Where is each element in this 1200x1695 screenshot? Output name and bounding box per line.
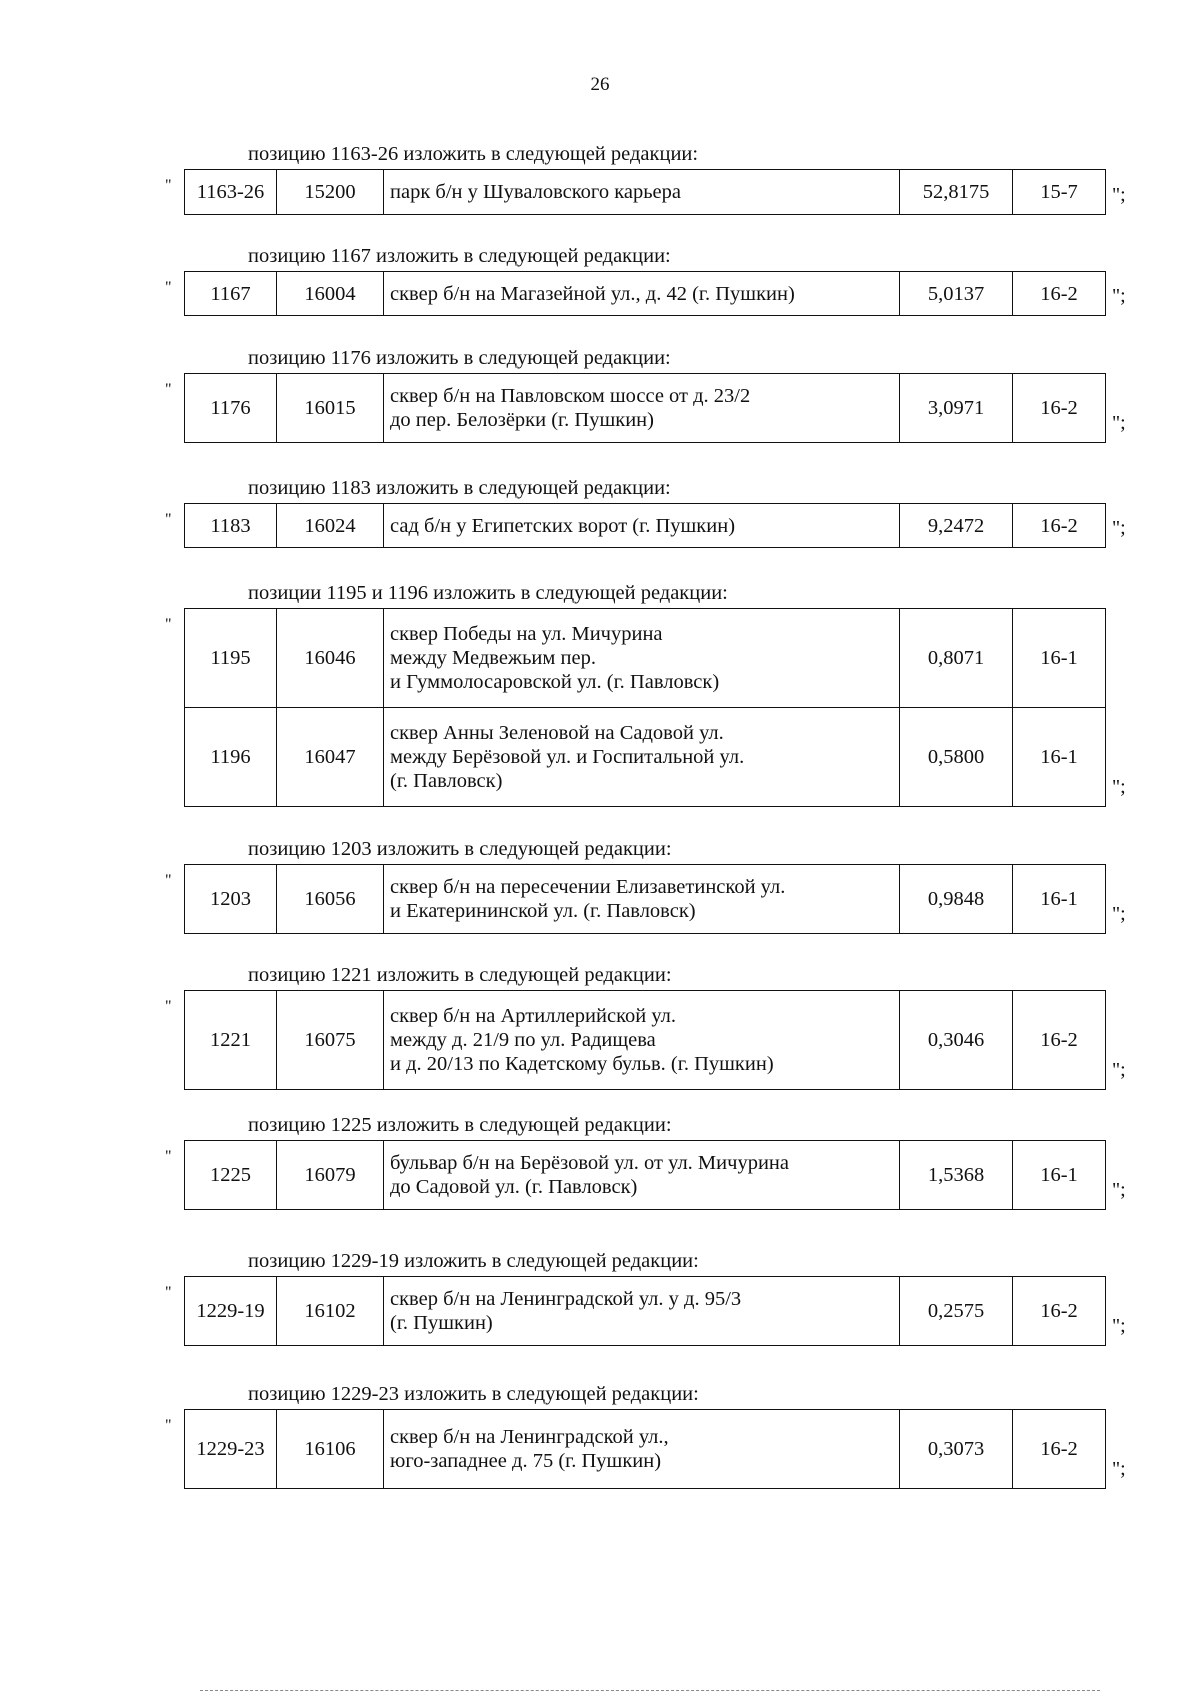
zone-code-cell xyxy=(1013,1410,1106,1489)
area-value: 0,8071 xyxy=(927,647,985,669)
position-number: 1229-19 xyxy=(196,1300,265,1322)
object-name-cell xyxy=(384,272,900,316)
position-number: 1176 xyxy=(210,397,251,419)
zone-code: 16-2 xyxy=(1040,1438,1078,1460)
zone-code-cell xyxy=(1013,609,1106,708)
open-quote-mark: " xyxy=(165,511,172,528)
object-name-cell xyxy=(384,991,900,1090)
zone-code: 16-2 xyxy=(1040,282,1078,305)
object-name-line: сквер б/н на Павловском шоссе от д. 23/2 xyxy=(390,385,751,407)
position-number: 1196 xyxy=(210,746,251,768)
area-value: 52,8175 xyxy=(922,181,990,203)
object-name-line: бульвар б/н на Берёзовой ул. от ул. Мичурина xyxy=(390,1152,789,1174)
amendment-table xyxy=(184,608,1106,807)
object-code: 16004 xyxy=(304,282,356,305)
zone-code-cell xyxy=(1013,170,1106,215)
area-value: 9,2472 xyxy=(927,514,985,537)
zone-code-cell xyxy=(1013,1277,1106,1346)
close-quote-mark: "; xyxy=(1112,184,1126,206)
position-number: 1221 xyxy=(210,1029,251,1051)
zone-code: 16-1 xyxy=(1040,647,1078,669)
open-quote-mark: " xyxy=(165,1148,172,1165)
amendment-table xyxy=(184,1276,1106,1346)
object-code: 16075 xyxy=(304,1029,356,1051)
open-quote-mark: " xyxy=(165,616,172,633)
area-value: 3,0971 xyxy=(927,397,985,419)
object-name-cell xyxy=(384,170,900,215)
amendment-caption: позицию 1229-19 изложить в следующей редакции: xyxy=(248,1250,699,1272)
table-row xyxy=(185,609,1106,708)
object-name-line: сквер б/н на Магазейной ул., д. 42 (г. Пушкин) xyxy=(390,282,795,305)
object-name-line: сад б/н у Египетских ворот (г. Пушкин) xyxy=(390,514,736,537)
object-code-cell xyxy=(277,504,384,548)
amendment-caption: позицию 1229-23 изложить в следующей редакции: xyxy=(248,1383,699,1405)
page-number: 26 xyxy=(590,74,610,95)
object-name-line: (г. Пушкин) xyxy=(390,1312,493,1334)
position-number: 1225 xyxy=(210,1164,251,1186)
object-name-line: сквер б/н на Ленинградской ул., xyxy=(390,1426,669,1448)
zone-code-cell xyxy=(1013,708,1106,807)
zone-code: 16-2 xyxy=(1040,1029,1078,1051)
object-name-cell xyxy=(384,1141,900,1210)
position-number-cell xyxy=(185,504,277,548)
zone-code: 16-1 xyxy=(1040,888,1078,910)
amendment-table xyxy=(184,1409,1106,1489)
close-quote-mark: "; xyxy=(1112,1458,1126,1480)
close-quote-mark: "; xyxy=(1112,1059,1126,1081)
zone-code: 16-1 xyxy=(1040,746,1078,768)
table-row xyxy=(185,1141,1106,1210)
zone-code-cell xyxy=(1013,272,1106,316)
position-number: 1203 xyxy=(210,888,251,910)
object-code-cell xyxy=(277,1277,384,1346)
zone-code: 16-2 xyxy=(1040,397,1078,419)
object-code-cell xyxy=(277,708,384,807)
area-value: 0,3073 xyxy=(927,1438,985,1460)
object-name-cell xyxy=(384,865,900,934)
position-number-cell xyxy=(185,1410,277,1489)
open-quote-mark: " xyxy=(165,177,172,194)
object-code: 16106 xyxy=(304,1438,356,1460)
object-code: 16079 xyxy=(304,1164,356,1186)
open-quote-mark: " xyxy=(165,279,172,296)
amendment-caption: позицию 1225 изложить в следующей редакции: xyxy=(248,1114,672,1136)
open-quote-mark: " xyxy=(165,381,172,398)
close-quote-mark: "; xyxy=(1112,776,1126,798)
area-value: 5,0137 xyxy=(927,282,985,305)
open-quote-mark: " xyxy=(165,1417,172,1434)
amendment-table xyxy=(184,990,1106,1090)
area-value-cell xyxy=(900,708,1013,807)
area-value: 0,2575 xyxy=(927,1300,985,1322)
object-code-cell xyxy=(277,1410,384,1489)
object-code-cell xyxy=(277,865,384,934)
area-value: 0,3046 xyxy=(927,1029,985,1051)
area-value: 1,5368 xyxy=(927,1164,985,1186)
object-name-line: и Екатерининской ул. (г. Павловск) xyxy=(390,900,696,922)
object-name-cell xyxy=(384,1410,900,1489)
zone-code-cell xyxy=(1013,991,1106,1090)
object-name-line: до пер. Белозёрки (г. Пушкин) xyxy=(390,409,654,431)
close-quote-mark: "; xyxy=(1112,517,1126,539)
open-quote-mark: " xyxy=(165,998,172,1015)
table-row xyxy=(185,272,1106,316)
object-name-line: сквер б/н на пересечении Елизаветинской ул. xyxy=(390,876,786,898)
object-name-line: сквер Победы на ул. Мичурина xyxy=(390,623,663,645)
open-quote-mark: " xyxy=(165,872,172,889)
area-value-cell xyxy=(900,1141,1013,1210)
object-name-cell xyxy=(384,504,900,548)
object-name-line: сквер Анны Зеленовой на Садовой ул. xyxy=(390,722,724,744)
position-number-cell xyxy=(185,609,277,708)
area-value-cell xyxy=(900,865,1013,934)
area-value-cell xyxy=(900,504,1013,548)
table-row xyxy=(185,170,1106,215)
position-number: 1167 xyxy=(210,282,251,305)
position-number-cell xyxy=(185,708,277,807)
position-number-cell xyxy=(185,272,277,316)
object-code: 16024 xyxy=(304,514,356,537)
object-code-cell xyxy=(277,374,384,443)
object-code-cell xyxy=(277,609,384,708)
zone-code: 16-1 xyxy=(1040,1164,1078,1186)
object-name-line: и Гуммолосаровской ул. (г. Павловск) xyxy=(390,671,720,693)
object-name-cell xyxy=(384,609,900,708)
position-number: 1183 xyxy=(210,514,251,537)
amendment-caption: позиции 1195 и 1196 изложить в следующей редакции: xyxy=(248,582,728,604)
object-code-cell xyxy=(277,1141,384,1210)
zone-code-cell xyxy=(1013,504,1106,548)
object-code: 16056 xyxy=(304,888,356,910)
close-quote-mark: "; xyxy=(1112,412,1126,434)
object-name-cell xyxy=(384,374,900,443)
area-value: 0,9848 xyxy=(927,888,985,910)
table-row xyxy=(185,504,1106,548)
amendment-caption: позицию 1163-26 изложить в следующей редакции: xyxy=(248,143,699,165)
object-code: 16047 xyxy=(304,746,356,768)
amendment-caption: позицию 1176 изложить в следующей редакции: xyxy=(248,347,671,369)
amendment-caption: позицию 1203 изложить в следующей редакции: xyxy=(248,838,672,860)
table-row xyxy=(185,865,1106,934)
table-row xyxy=(185,374,1106,443)
area-value-cell xyxy=(900,170,1013,215)
object-name-cell xyxy=(384,1277,900,1346)
table-row xyxy=(185,708,1106,807)
bottom-divider xyxy=(200,1690,1100,1691)
object-code-cell xyxy=(277,991,384,1090)
object-name-cell xyxy=(384,708,900,807)
object-name-line: и д. 20/13 по Кадетскому бульв. (г. Пушкин) xyxy=(390,1053,774,1075)
position-number-cell xyxy=(185,1141,277,1210)
object-code-cell xyxy=(277,170,384,215)
position-number-cell xyxy=(185,170,277,215)
object-name-line: (г. Павловск) xyxy=(390,770,503,792)
zone-code-cell xyxy=(1013,865,1106,934)
close-quote-mark: "; xyxy=(1112,285,1126,307)
close-quote-mark: "; xyxy=(1112,1315,1126,1337)
position-number-cell xyxy=(185,1277,277,1346)
object-code: 16102 xyxy=(304,1300,356,1322)
amendment-table xyxy=(184,1140,1106,1210)
table-row xyxy=(185,1277,1106,1346)
amendment-table xyxy=(184,503,1106,548)
object-code: 15200 xyxy=(304,181,356,203)
object-code-cell xyxy=(277,272,384,316)
object-code: 16046 xyxy=(304,647,356,669)
position-number-cell xyxy=(185,865,277,934)
area-value-cell xyxy=(900,991,1013,1090)
zone-code: 15-7 xyxy=(1040,181,1078,203)
object-name-line: сквер б/н на Артиллерийской ул. xyxy=(390,1005,677,1027)
object-name-line: юго-западнее д. 75 (г. Пушкин) xyxy=(390,1450,662,1472)
area-value-cell xyxy=(900,1277,1013,1346)
amendment-table xyxy=(184,373,1106,443)
position-number: 1195 xyxy=(210,647,251,669)
area-value-cell xyxy=(900,272,1013,316)
amendment-caption: позицию 1221 изложить в следующей редакции: xyxy=(248,964,672,986)
zone-code: 16-2 xyxy=(1040,1300,1078,1322)
zone-code-cell xyxy=(1013,374,1106,443)
zone-code: 16-2 xyxy=(1040,514,1078,537)
amendment-caption: позицию 1183 изложить в следующей редакции: xyxy=(248,477,671,499)
amendment-table xyxy=(184,864,1106,934)
area-value-cell xyxy=(900,609,1013,708)
amendment-table xyxy=(184,169,1106,215)
object-name-line: между Медвежьим пер. xyxy=(390,647,596,669)
close-quote-mark: "; xyxy=(1112,903,1126,925)
object-name-line: до Садовой ул. (г. Павловск) xyxy=(390,1176,638,1198)
table-row xyxy=(185,991,1106,1090)
open-quote-mark: " xyxy=(165,1284,172,1301)
area-value-cell xyxy=(900,1410,1013,1489)
position-number: 1229-23 xyxy=(196,1438,265,1460)
area-value-cell xyxy=(900,374,1013,443)
zone-code-cell xyxy=(1013,1141,1106,1210)
amendment-caption: позицию 1167 изложить в следующей редакции: xyxy=(248,245,671,267)
object-name-line: сквер б/н на Ленинградской ул. у д. 95/3 xyxy=(390,1288,742,1310)
close-quote-mark: "; xyxy=(1112,1179,1126,1201)
amendment-table xyxy=(184,271,1106,316)
object-name-line: между Берёзовой ул. и Госпитальной ул. xyxy=(390,746,745,768)
position-number-cell xyxy=(185,991,277,1090)
position-number-cell xyxy=(185,374,277,443)
object-name-line: между д. 21/9 по ул. Радищева xyxy=(390,1029,656,1051)
position-number: 1163-26 xyxy=(196,181,265,203)
table-row xyxy=(185,1410,1106,1489)
object-code: 16015 xyxy=(304,397,356,419)
area-value: 0,5800 xyxy=(927,746,985,768)
object-name-line: парк б/н у Шуваловского карьера xyxy=(390,181,681,203)
